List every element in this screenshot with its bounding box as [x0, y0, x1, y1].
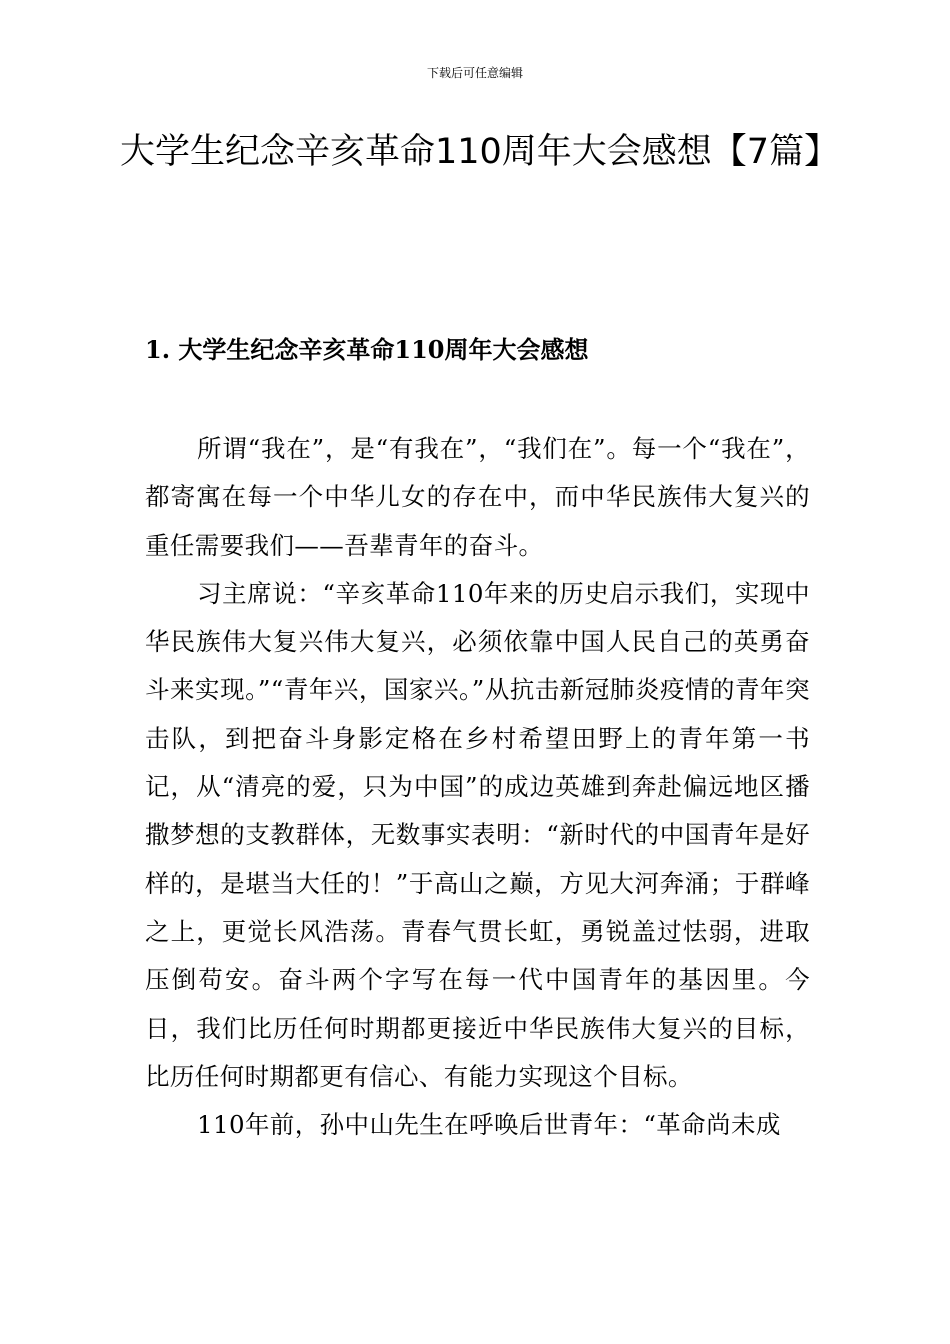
- paragraph: 习主席说：“辛亥革命110年来的历史启示我们，实现中华民族伟大复兴伟大复兴，必须依靠中国人民自己的英勇奋斗来实现。”“青年兴，国家兴。”从抗击新冠肺炎疫情的青年突击队，到把奋斗身影定格在乡村希望田野上的青年第一书记，从“清亮的爱，只为中国”的成边英雄到奔赴偏远地区播撒梦想的支教群体，无数事实表明：“新时代的中国青年是好样的，是堪当大任的！”于高山之巅，方见大河奔涌；于群峰之上，更觉长风浩荡。青春气贯长虹，勇锐盖过怯弱，进取压倒苟安。奋斗两个字写在每一代中国青年的基因里。今日，我们比历任何时期都更接近中华民族伟大复兴的目标，比历任何时期都更有信心、有能力实现这个目标。: [145, 578, 810, 1091]
- document-title: 大学生纪念辛亥革命110周年大会感想【7篇】: [120, 132, 840, 172]
- document-body: [145, 425, 810, 1149]
- paragraph: 所谓“我在”，是“有我在”，“我们在”。每一个“我在”，都寄寓在每一个中华儿女的存在中，而中华民族伟大复兴的重任需要我们——吾辈青年的奋斗。: [145, 434, 810, 560]
- paragraph: 110年前，孙中山先生在呼唤后世青年：“革命尚未成: [197, 1110, 781, 1140]
- section-heading: 1. 大学生纪念辛亥革命110周年大会感想: [145, 335, 589, 364]
- header-note: 下载后可任意编辑: [426, 66, 523, 80]
